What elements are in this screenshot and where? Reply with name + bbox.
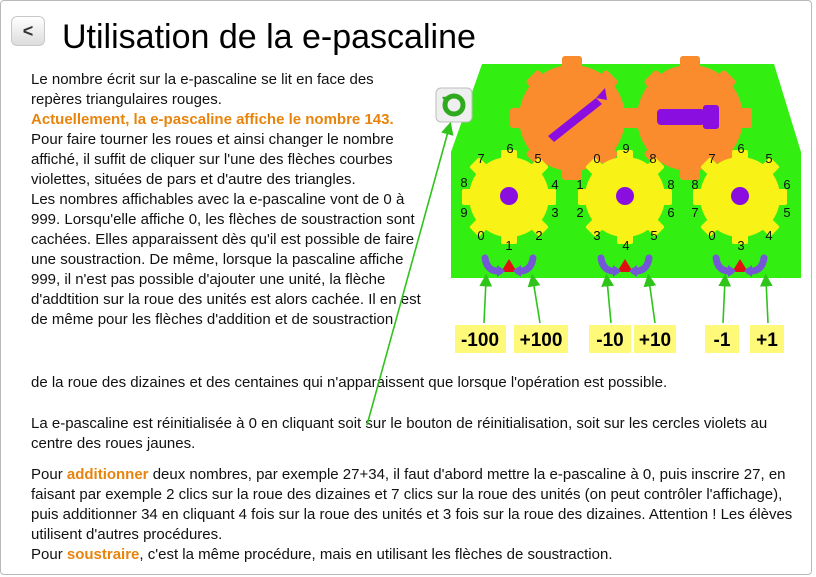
digit: 5 [765,151,773,166]
digit: 4 [551,177,559,192]
wheel-units[interactable] [693,150,787,244]
label-minus-100[interactable]: -100 [460,330,500,351]
digit: 3 [551,205,559,220]
digit: 0 [593,151,601,166]
reset-circle-hundreds[interactable] [500,187,518,205]
paragraph-range-end: de la roue des dizaines et des centaines qui n'apparaissent que lorsque l'opération est possible. [31,374,668,391]
digit: 5 [650,228,658,243]
digit: 8 [667,177,675,192]
digit: 3 [593,228,601,243]
reset-button[interactable] [436,88,472,122]
chevron-left-icon: < [22,20,34,41]
digit: 7 [477,151,485,166]
reset-circle-units[interactable] [731,187,749,205]
reset-circle-tens[interactable] [616,187,634,205]
digit: 2 [535,228,543,243]
digit: 1 [505,238,513,253]
label-plus-1[interactable]: +1 [756,330,778,351]
label-plus-10[interactable]: +10 [638,330,672,351]
digit: 0 [708,228,716,243]
digit: 0 [477,228,485,243]
digit: 6 [667,205,675,220]
digit: 3 [737,238,745,253]
paragraph-reading: Le nombre écrit sur la e-pascaline se lit en face des repères triangulaires rouges. [31,71,374,108]
digit: 8 [691,177,699,192]
wheel-tens[interactable] [578,150,675,244]
digit: 7 [708,151,716,166]
add-keyword: additionner [66,466,149,483]
paragraph-turn-wheels: Pour faire tourner les roues et ainsi changer le nombre affiché, il suffit de cliquer sur l'une des flèches courbes violettes, situées de pars et d'autre des triangles. [31,131,394,188]
digit: 8 [460,175,468,190]
digit: 4 [765,228,773,243]
paragraph-operations: Pour additionner deux nombres, par exemple 27+34, il faut d'abord mettre la e-pascaline à 0, puis inscrire 27, en faisant par exemple 2 clics sur la roue des dizaines et 7 clics sur la roue des unités (on peut contrôler l'affichage), puis additionner 34 en cliquant 4 fois sur la roue des unités et 3 fois sur la roue des dizaines. Attention ! Les élèves utilisent d'autres procédures. Pour soustraire, c'est la même procédure, mais en utilisant les flèches de soustraction. [31,466,793,563]
digit: 6 [783,177,791,192]
digit: 7 [691,205,699,220]
page-title: Utilisation de la e-pascaline [62,18,476,56]
digit: 8 [649,151,657,166]
digit: 5 [783,205,791,220]
digit: 1 [576,177,584,192]
paragraph-reset: La e-pascaline est réinitialisée à 0 en cliquant soit sur le bouton de réinitialisation, soit sur les cercles violets au centre des roues jaunes. [31,415,768,452]
digit: 4 [622,238,630,253]
digit: 6 [737,141,745,156]
label-minus-10[interactable]: -10 [596,330,624,351]
digit: 5 [534,151,542,166]
digit: 6 [506,141,514,156]
operation-labels [455,325,784,353]
paragraph-range: Les nombres affichables avec la e-pascaline vont de 0 à 999. Lorsqu'elle affiche 0, les flèches de soustraction sont cachées. Elles apparaissent dès qu'il est possible de faire une soustraction. De même, lorsque la pascaline affiche 999, il n'est pas possible d'ajouter une unité, la flèche d'addtition sur la roue des unités est alors cachée. Il en est de même pour les flèches d'addition et de soustraction [31,191,421,328]
label-plus-100[interactable]: +100 [519,330,563,351]
digit: 9 [622,141,630,156]
digit: 2 [576,205,584,220]
current-value-sentence: Actuellement, la e-pascaline affiche le nombre 143. [31,111,394,128]
subtract-keyword: soustraire [66,546,140,563]
digit: 9 [460,205,468,220]
label-minus-1[interactable]: -1 [713,330,731,351]
